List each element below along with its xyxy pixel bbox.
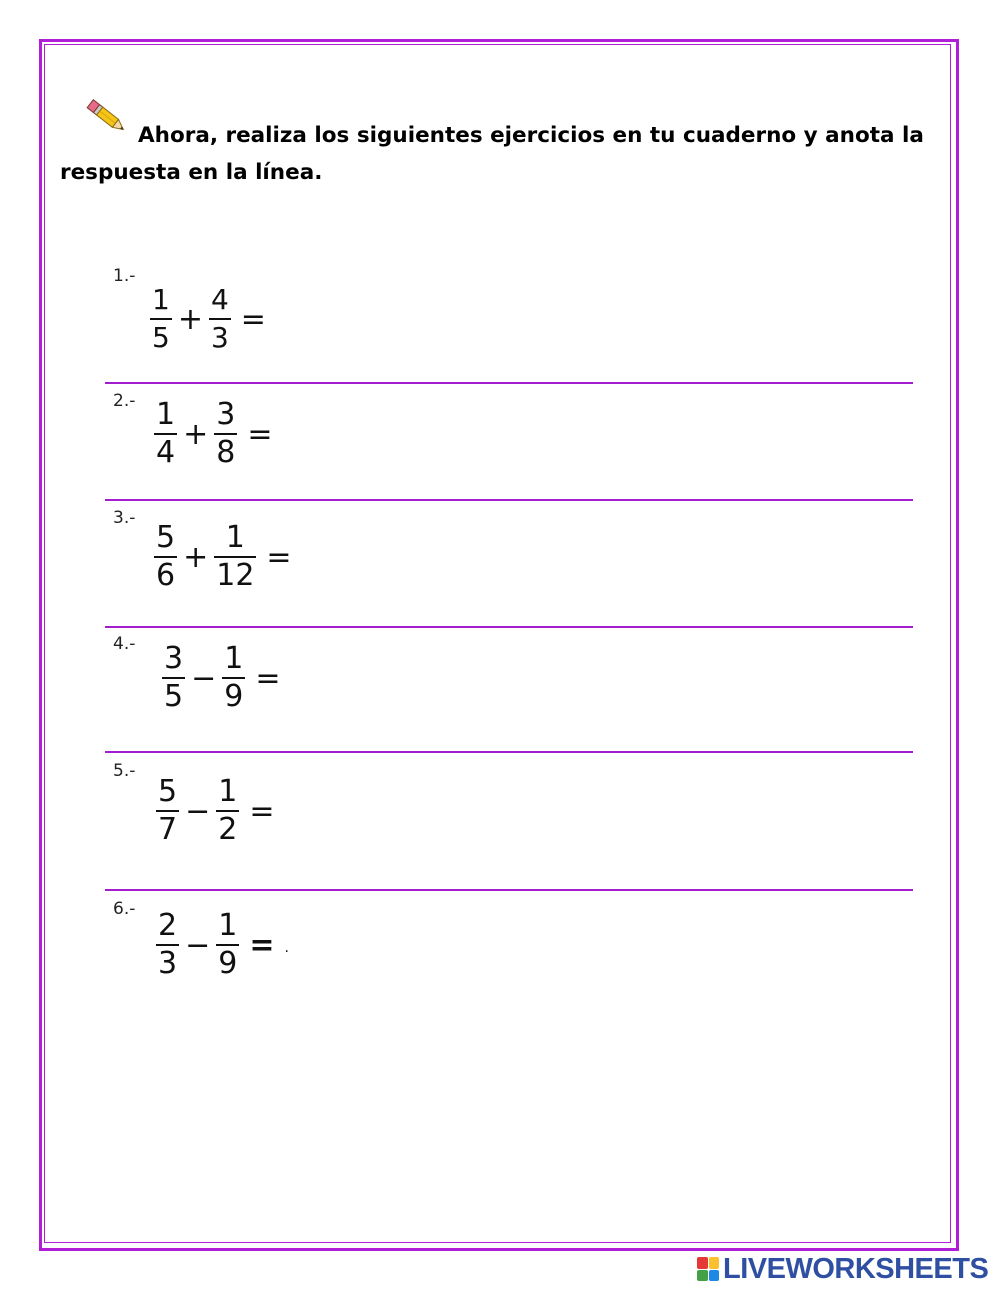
exercise-number: 5.-: [113, 761, 136, 781]
fraction: $\frac{1}{2}$: [218, 774, 238, 847]
answer-line[interactable]: [105, 751, 913, 753]
exercise-number: 3.-: [113, 508, 136, 528]
fraction: $\frac{1}{4}$: [156, 397, 176, 470]
fraction: $\frac{5}{7}$: [158, 774, 178, 847]
fraction: $\frac{1}{9}$: [224, 641, 244, 714]
fraction: $\frac{4}{3}$: [210, 283, 229, 354]
liveworksheets-logo[interactable]: [697, 1253, 988, 1285]
exercise-expression: $\frac{1}{4}$ + $\frac{3}{8}$ =: [156, 397, 273, 470]
exercise-number: 6.-: [113, 899, 136, 919]
logo-mark-icon: [697, 1257, 719, 1281]
exercise-expression: $\frac{1}{5}$ + $\frac{4}{3}$ =: [152, 283, 266, 354]
fraction: $\frac{3}{8}$: [216, 397, 236, 470]
exercise-expression: $\frac{5}{7}$ − $\frac{1}{2}$ =: [158, 774, 275, 847]
answer-line[interactable]: [105, 382, 913, 384]
fraction: $\frac{2}{3}$: [158, 908, 178, 981]
logo-text: LIVEWORKSHEETS: [723, 1252, 989, 1285]
answer-line[interactable]: [105, 889, 913, 891]
exercise-number: 1.-: [113, 266, 136, 286]
exercise-number: 4.-: [113, 634, 136, 654]
answer-line[interactable]: [105, 626, 913, 628]
exercise-expression: $\frac{5}{6}$ + $\frac{1}{12}$ =: [156, 520, 292, 593]
fraction: $\frac{5}{6}$: [156, 520, 176, 593]
exercise-expression: $\frac{2}{3}$ − $\frac{1}{9}$ = .: [158, 908, 289, 981]
answer-line[interactable]: [105, 499, 913, 501]
fraction: $\frac{1}{12}$: [216, 520, 255, 593]
exercise-expression: $\frac{3}{5}$ − $\frac{1}{9}$ =: [164, 641, 281, 714]
exercise-number: 2.-: [113, 391, 136, 411]
fraction: $\frac{1}{5}$: [152, 283, 170, 354]
instructions-text: Ahora, realiza los siguientes ejercicios en tu cuaderno y anota la respuesta en la línea.: [60, 123, 924, 185]
fraction: $\frac{3}{5}$: [164, 641, 184, 714]
fraction: $\frac{1}{9}$: [218, 908, 238, 981]
